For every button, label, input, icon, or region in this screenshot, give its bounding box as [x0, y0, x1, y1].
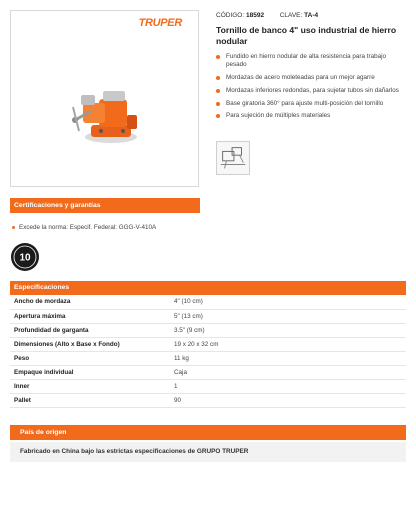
- spec-label: Peso: [10, 351, 170, 365]
- bullet-icon: [12, 226, 15, 229]
- spec-value: 1: [170, 379, 406, 393]
- spec-label: Profundidad de garganta: [10, 323, 170, 337]
- spec-value: 4" (10 cm): [170, 295, 406, 309]
- product-title: Tornillo de banco 4" uso industrial de hierro nodular: [216, 25, 397, 46]
- spec-label: Ancho de mordaza: [10, 295, 170, 309]
- clave-label: CLAVE:: [279, 12, 303, 19]
- spec-value: 5" (13 cm): [170, 309, 406, 323]
- feature-item: [216, 112, 408, 120]
- table-row: [10, 309, 406, 323]
- feature-text: Mordazas inferiores redondas, para sujetar tubos sin dañarlos: [226, 86, 399, 94]
- origin-header: País de origen: [10, 425, 406, 440]
- table-row: [10, 337, 406, 351]
- spec-value: 90: [170, 393, 406, 407]
- table-row: [10, 351, 406, 365]
- table-row: [10, 323, 406, 337]
- feature-item: [216, 53, 408, 70]
- feature-item: [216, 100, 408, 108]
- bullet-icon: [216, 76, 220, 80]
- product-thumbnail[interactable]: [216, 141, 250, 175]
- feature-item: [216, 74, 408, 82]
- feature-text: Fundido en hierro nodular de alta resistencia para trabajo pesado: [226, 53, 386, 69]
- table-row: [10, 379, 406, 393]
- warranty-badge-icon: [10, 242, 40, 272]
- table-row: [10, 393, 406, 407]
- product-codes: [216, 12, 318, 19]
- spec-value: 3.5" (9 cm): [170, 323, 406, 337]
- feature-list: [216, 53, 408, 125]
- table-row: [10, 295, 406, 309]
- specifications-header: Especificaciones: [10, 281, 406, 295]
- spec-label: Pallet: [10, 393, 170, 407]
- spec-label: Inner: [10, 379, 170, 393]
- bench-vise-illustration: [69, 81, 149, 151]
- product-image: [10, 10, 199, 187]
- spec-label: Apertura máxima: [10, 309, 170, 323]
- feature-item: [216, 87, 408, 95]
- origin-text: Fabricado en China bajo las estrictas especificaciones de GRUPO TRUPER: [10, 442, 406, 462]
- truper-logo: TRUPER: [138, 17, 182, 29]
- bullet-icon: [216, 102, 220, 106]
- certifications-header: Certificaciones y garantías: [10, 198, 200, 213]
- feature-text: Mordazas de acero moleteadas para un mejor agarre: [226, 74, 375, 82]
- bullet-icon: [216, 89, 220, 93]
- certification-item: [12, 224, 156, 231]
- table-row: [10, 365, 406, 379]
- codigo-value: 18592: [245, 12, 265, 19]
- spec-label: Empaque individual: [10, 365, 170, 379]
- spec-value: Caja: [170, 365, 406, 379]
- spec-value: 19 x 20 x 32 cm: [170, 337, 406, 351]
- feature-text: Para sujeción de múltiples materiales: [226, 112, 331, 120]
- certification-text: Excede la norma: Especif. Federal: GGG-V-410A: [19, 224, 157, 231]
- bullet-icon: [216, 114, 220, 118]
- bullet-icon: [216, 55, 220, 59]
- warranty-years: 10: [19, 252, 31, 264]
- clave-value: TA-4: [304, 12, 319, 19]
- spec-value: 11 kg: [170, 351, 406, 365]
- feature-text: Base giratoria 360° para ajuste multi-posición del tornillo: [226, 99, 384, 107]
- spec-label: Dimensiones (Alto x Base x Fondo): [10, 337, 170, 351]
- specifications-table: [10, 295, 406, 408]
- codigo-label: CÓDIGO:: [216, 12, 245, 19]
